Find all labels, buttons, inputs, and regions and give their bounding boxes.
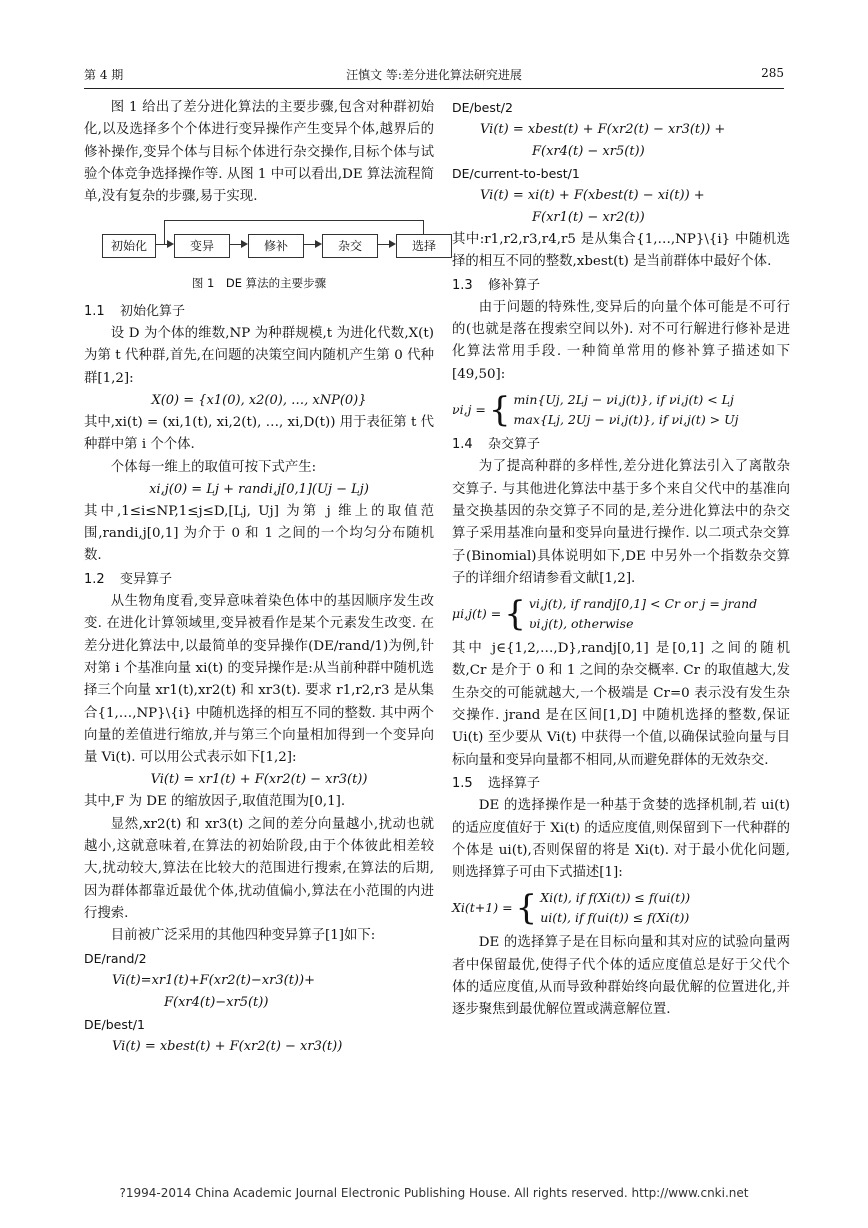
paragraph: 个体每一维上的取值可按下式产生: xyxy=(110,459,317,475)
paragraph: 设 D 为个体的维数,NP 为种群规模,t 为进化代数,X(t) 为第 t 代种群,首先,在问题的决策空间内随机产生第 0 代种群[1,2]: xyxy=(84,326,434,386)
flow-arrow xyxy=(303,244,315,245)
section-heading: 1.2 变异算子 xyxy=(84,571,173,587)
variant-name: DE/current-to-best/1 xyxy=(452,166,580,181)
section-heading: 1.5 选择算子 xyxy=(452,775,541,791)
variant-name: DE/best/1 xyxy=(84,1016,145,1032)
variant-name: DE/best/2 xyxy=(452,100,513,115)
flow-step-crossover: 杂交 xyxy=(322,234,378,258)
variant-name: DE/rand/2 xyxy=(84,950,147,966)
equation: F(xr4(t)−xr5(t)) xyxy=(164,994,269,1010)
arrow-head-icon xyxy=(241,240,248,248)
repair-equation: νi,j = { min{Uj, 2Lj − νi,j(t)}, if νi,j(t) < Lj max{Lj, 2Uj − νi,j(t)}, if νi,j(t) > Uj xyxy=(452,390,739,431)
equation: xi,j(0) = Lj + randi,j[0,1](Uj − Lj) xyxy=(149,481,369,497)
page-number: 285 xyxy=(761,66,784,80)
paragraph: 目前被广泛采用的其他四种变异算子[1]如下: xyxy=(110,928,376,944)
equation: Vi(t) = xi(t) + F(xbest(t) − xi(t)) + xyxy=(480,188,705,203)
paragraph: DE 的选择操作是一种基于贪婪的选择机制,若 ui(t) 的适应度值好于 Xi(t) 的适应度值,则保留到下一代种群的个体是 ui(t),否则保留的将是 Xi(t). 对于最小优化问题,则选择算子可由下式描述[1]: xyxy=(452,798,790,881)
paragraph: 从生物角度看,变异意味着染色体中的基因顺序发生改变. 在进化计算领域里,变异被看作是某个元素发生改变. 在差分进化算法中,以最简单的变异操作(DE/rand/1)为例,针对第 i 个基准向量 xi(t) 的变异操作是:从当前种群中随机选择三个向量 xr1(t),xr2(t) 和 xr3(t). 要求 r1,r2,r3 是从集合{1,…,NP}\{i} 中随机选择的相互不同的整数. 其中两个向量的差值进行缩放,并与第三个向量相加得到一个变异向量 Vi(t). 可以用公式表示如下[1,2]: xyxy=(84,594,434,766)
paragraph: 由于问题的特殊性,变异后的向量个体可能是不可行的(也就是落在搜索空间以外). 对不可行解进行修补是进化算法常用手段. 一种简单常用的修补算子描述如下[49,50]: xyxy=(452,299,790,382)
section-heading: 1.4 杂交算子 xyxy=(452,437,541,453)
flow-step-selection: 选择 xyxy=(396,234,452,258)
right-column xyxy=(452,97,790,1022)
paragraph: DE 的选择算子是在目标向量和其对应的试验向量两者中保留最优,使得子代个体的适应度值总是好于父代个体的适应度值,从而导致种群始终向最优解的位置进化,并逐步聚焦到最优解位置或满意解位置. xyxy=(452,935,790,1018)
paragraph: 其中 j∈{1,2,…,D},randj[0,1] 是[0,1] 之间的随机数,Cr 是介于 0 和 1 之间的杂交概率. Cr 的取值越大,发生杂交的可能就越大,一个极端是 Cr=0 表示没有发生杂交操作. jrand 是在区间[1,D] 中随机选择的整数,保证 Ui(t) 至少要从 Vi(t) 中获得一个值,以确保试验向量与目标向量和变异向量都不相同,从而避免群体的无效杂交. xyxy=(452,641,790,768)
crossover-equation: μi,j(t) = { vi,j(t), if randj[0,1] < Cr or j = jrand υi,j(t), otherwise xyxy=(452,594,758,635)
section-heading: 1.1 初始化算子 xyxy=(84,303,186,319)
selection-equation: Xi(t+1) = { Xi(t), if f(Xi(t)) ≤ f(ui(t)) ui(t), if f(ui(t)) ≤ f(Xi(t)) xyxy=(452,888,691,929)
flow-arrow xyxy=(155,244,167,245)
arrow-head-icon xyxy=(167,240,174,248)
running-title: 汪慎文 等:差分进化算法研究进展 xyxy=(346,68,522,82)
paragraph: 其中,xi(t) = (xi,1(t), xi,2(t), …, xi,D(t)) 用于表征第 t 代种群中第 i 个个体. xyxy=(84,414,434,453)
left-brace-icon: { xyxy=(488,390,511,431)
paragraph: 为了提高种群的多样性,差分进化算法引入了离散杂交算子. 与其他进化算法中基于多个来自父代中的基准向量交换基因的杂交算子不同的是,差分进化算法中的杂交算子采用基准向量和变异向量进行操作. 以二项式杂交算子(Binomial)具体说明如下,DE 中另外一个指数杂交算子的详细介绍请参看文献[1,2]. xyxy=(452,459,790,586)
flow-step-repair: 修补 xyxy=(248,234,304,258)
equation: F(xr4(t) − xr5(t)) xyxy=(532,144,645,159)
equation: F(xr1(t) − xr2(t)) xyxy=(532,210,645,225)
paragraph: 其中:r1,r2,r3,r4,r5 是从集合{1,…,NP}\{i} 中随机选择的相互不同的整数,xbest(t) 是当前群体中最好个体. xyxy=(452,232,790,270)
flow-step-init: 初始化 xyxy=(102,234,156,258)
flow-diagram xyxy=(84,216,434,270)
flow-arrow xyxy=(229,244,241,245)
section-heading: 1.3 修补算子 xyxy=(452,277,541,293)
copyright-footer: ?1994-2014 China Academic Journal Electronic Publishing House. All rights reserved. http://www.cnki.net xyxy=(119,1186,749,1200)
issue-number: 第 4 期 xyxy=(84,68,124,82)
paragraph: 显然,xr2(t) 和 xr3(t) 之间的差分向量越小,扰动也就越小,这就意味着,在算法的初始阶段,由于个体彼此相差较大,扰动较大,算法在比较大的范围进行搜索,在算法的后期,因为群体都靠近最优个体,扰动值偏小,算法在小范围的内进行搜索. xyxy=(84,816,434,921)
arrow-head-icon xyxy=(389,240,396,248)
flow-arrow xyxy=(377,244,389,245)
equation: Vi(t) = xbest(t) + F(xr2(t) − xr3(t)) + xyxy=(480,122,726,137)
intro-paragraph: 图 1 给出了差分进化算法的主要步骤,包含对种群初始化,以及选择多个个体进行变异操作产生变异个体,越界后的修补操作,变异个体与目标个体进行杂交操作,目标个体与试验个体竞争选择操作等. 从图 1 中可以看出,DE 算法流程简单,没有复杂的步骤,易于实现. xyxy=(84,100,434,205)
paragraph: 其中,1≤i≤NP,1≤j≤D,[Lj, Uj] 为第 j 维上的取值范围,randi,j[0,1] 为介于 0 和 1 之间的一个均匀分布随机数. xyxy=(84,503,434,564)
loop-line xyxy=(164,220,165,244)
page-header xyxy=(84,66,784,89)
equation: X(0) = {x1(0), x2(0), …, xNP(0)} xyxy=(151,392,367,408)
arrow-head-icon xyxy=(315,240,322,248)
loop-line xyxy=(164,220,424,221)
equation: Vi(t) = xbest(t) + F(xr2(t) − xr3(t)) xyxy=(112,1038,343,1054)
flow-step-mutation: 变异 xyxy=(174,234,230,258)
left-brace-icon: { xyxy=(504,594,526,635)
left-column xyxy=(84,97,434,1058)
paragraph: 其中,F 为 DE 的缩放因子,取值范围为[0,1]. xyxy=(84,794,346,810)
equation: Vi(t)=xr1(t)+F(xr2(t)−xr3(t))+ xyxy=(112,972,315,988)
loop-line xyxy=(423,220,424,234)
equation: Vi(t) = xr1(t) + F(xr2(t) − xr3(t)) xyxy=(150,772,368,788)
figure-caption: 图 1 DE 算法的主要步骤 xyxy=(191,276,327,291)
left-brace-icon: { xyxy=(515,888,538,929)
